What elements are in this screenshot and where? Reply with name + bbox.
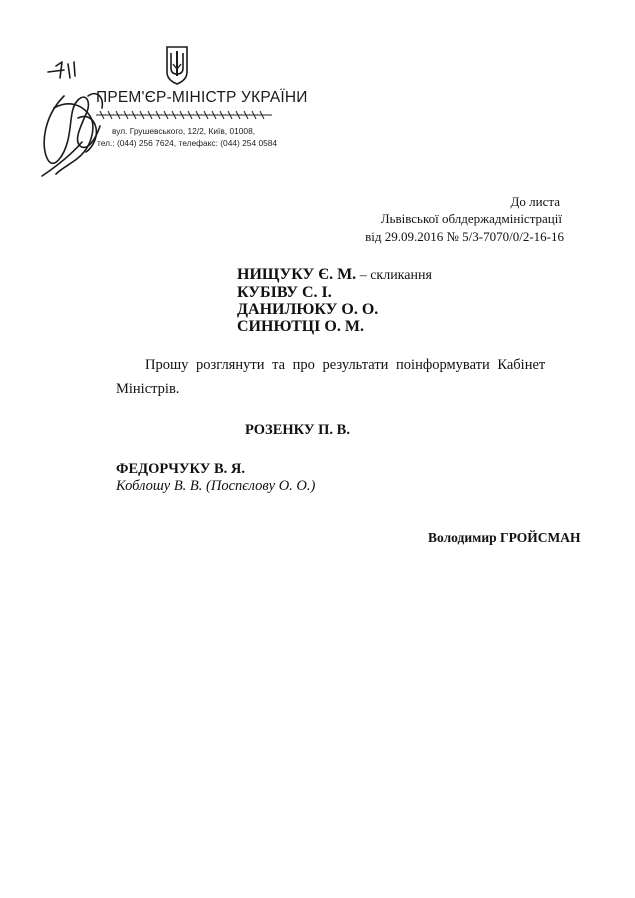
addressee-name: НИЩУКУ Є. М. [237, 266, 357, 283]
addressee-name: СИНЮТЦІ О. М. [237, 318, 364, 335]
addressee [237, 284, 332, 302]
letterhead-address: вул. Грушевського, 12/2, Київ, 01008, [112, 126, 256, 136]
reference-line: До листа [510, 194, 560, 209]
letterhead-title: ПРЕМ'ЄР-МІНІСТР УКРАЇНИ [96, 89, 308, 106]
addressee-name: КУБІВУ С. І. [237, 284, 332, 301]
addressee-note: – скликання [356, 268, 432, 283]
addressee-name: ДАНИЛЮКУ О. О. [237, 301, 379, 318]
copy-recipient: Коблошу В. В. (Поспєлову О. О.) [116, 478, 316, 494]
handwritten-signature [34, 56, 126, 184]
reference-line: від 29.09.2016 № 5/3-7070/0/2-16-16 [365, 229, 564, 244]
trident-emblem-icon [164, 44, 190, 86]
letterhead-ornament [96, 110, 272, 120]
body-text: Прошу розглянути та про результати поінформувати Кабінет [145, 357, 546, 373]
copy-recipient: РОЗЕНКУ П. В. [245, 422, 350, 438]
addressee [237, 301, 378, 319]
addressee [237, 266, 432, 284]
reference-line: Львівської облдержадміністрації [380, 211, 562, 226]
letterhead-phones: тел.: (044) 256 7624, телефакс: (044) 254 0584 [97, 138, 278, 148]
copy-recipient: ФЕДОРЧУКУ В. Я. [116, 461, 246, 477]
addressee [237, 318, 364, 336]
body-text: Міністрів. [116, 381, 180, 397]
signatory-name: Володимир ГРОЙСМАН [428, 530, 581, 545]
